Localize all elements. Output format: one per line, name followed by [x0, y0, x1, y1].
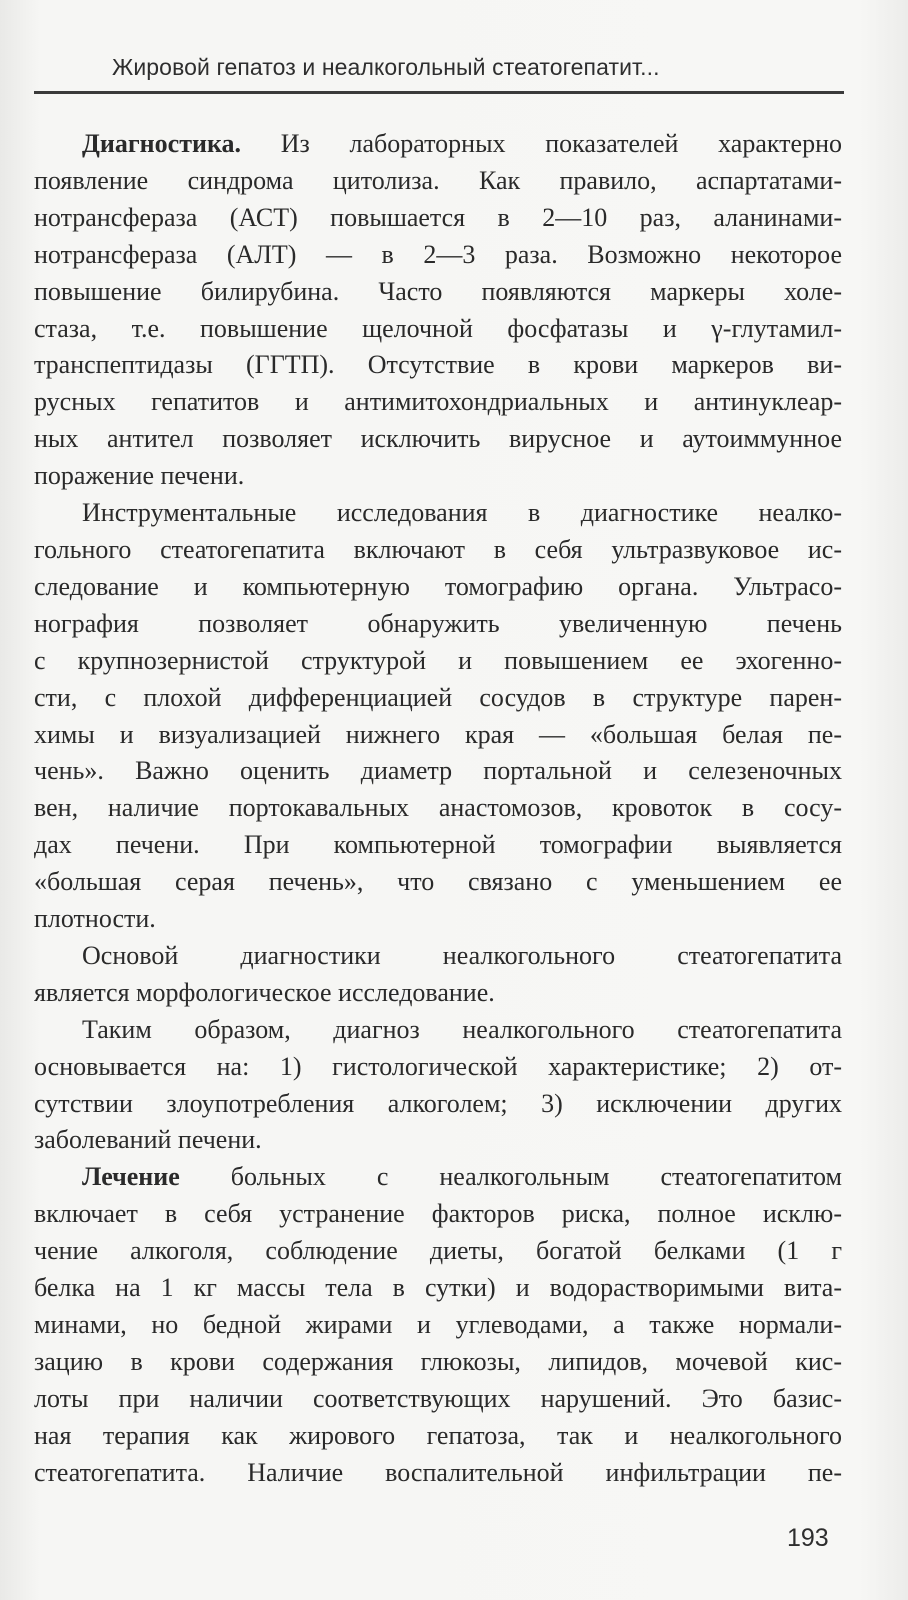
text-line: заболеваний печени.	[34, 1125, 262, 1155]
page-number: 193	[787, 1524, 829, 1552]
text-line: транспептидазы (ГГТП). Отсутствие в крови маркеров ви-	[34, 350, 842, 380]
text-line	[34, 126, 842, 163]
text-line: Инструментальные исследования в диагностике неалко-	[82, 498, 842, 528]
body-text	[34, 126, 842, 1492]
text-line: вен, наличие портокавальных анастомозов, кровоток в сосу-	[34, 793, 842, 823]
text-line: следование и компьютерную томографию органа. Ультрасо-	[34, 571, 842, 601]
lead-term: Диагностика.	[82, 129, 242, 158]
paragraph-conclusion	[34, 1012, 842, 1160]
text-line: «большая серая печень», что связано с уменьшением ее	[34, 867, 842, 897]
text-line: гольного стеатогепатита включают в себя ультразвуковое ис-	[34, 534, 842, 564]
text-line: включает в себя устранение факторов риска, полное исклю-	[34, 1199, 842, 1229]
paragraph-morphology	[34, 938, 842, 1012]
text-line: является морфологическое исследование.	[34, 977, 495, 1007]
paragraph-instrumental	[34, 495, 842, 938]
text-line: сутствии злоупотребления алкоголем; 3) исключении других	[34, 1088, 842, 1118]
text-line: чень». Важно оценить диаметр портальной и селезеночных	[34, 756, 842, 786]
text-line: зацию в крови содержания глюкозы, липидов, мочевой кис-	[34, 1346, 842, 1376]
text-line: стаза, т.е. повышение щелочной фосфатазы и γ-глутамил-	[34, 313, 842, 343]
text-line: Основой диагностики неалкогольного стеатогепатита	[82, 940, 842, 970]
text-line: чение алкоголя, соблюдение диеты, богатой белками (1 г	[34, 1236, 842, 1266]
paragraph-treatment	[34, 1159, 842, 1491]
text-line: нотрансфераза (АЛТ) — в 2—3 раза. Возможно некоторое	[34, 239, 842, 269]
text-line: с крупнозернистой структурой и повышением ее эхогенно-	[34, 645, 842, 675]
text-line: химы и визуализацией нижнего края — «большая белая пе-	[34, 719, 842, 749]
text-line: Таким образом, диагноз неалкогольного стеатогепатита	[82, 1014, 842, 1044]
text-line: поражение печени.	[34, 461, 245, 491]
text-line: сти, с плохой дифференциацией сосудов в структуре парен-	[34, 682, 842, 712]
text-line: русных гепатитов и антимитохондриальных и антинуклеар-	[34, 387, 842, 417]
lead-term: Лечение	[82, 1162, 180, 1192]
paragraph-diagnostics	[34, 126, 842, 495]
text-line: ная терапия как жирового гепатоза, так и неалкогольного	[34, 1420, 842, 1450]
text-line: лоты при наличии соответствующих нарушений. Это базис-	[34, 1383, 842, 1413]
text-line: белка на 1 кг массы тела в сутки) и водорастворимыми вита-	[34, 1273, 842, 1303]
text-line: нотрансфераза (АСТ) повышается в 2—10 раз, аланинами-	[34, 202, 842, 232]
text-line: появление синдрома цитолиза. Как правило, аспартатами-	[34, 165, 842, 195]
running-head: Жировой гепатоз и неалкогольный стеатогепатит...	[112, 54, 660, 80]
text-line: повышение билирубина. Часто появляются маркеры холе-	[34, 276, 842, 306]
text-line: стеатогепатита. Наличие воспалительной инфильтрации пе-	[34, 1457, 842, 1487]
text-line: плотности.	[34, 904, 156, 934]
header-rule	[34, 91, 844, 94]
text-line: минами, но бедной жирами и углеводами, а также нормали-	[34, 1310, 842, 1339]
text-line	[34, 1159, 842, 1196]
line-text: больных с неалкогольным стеатогепатитом	[179, 1162, 842, 1192]
line-text: Из лабораторных показателей характерно	[241, 129, 842, 158]
text-line: нография позволяет обнаружить увеличенную печень	[34, 608, 842, 638]
text-line: дах печени. При компьютерной томографии выявляется	[34, 830, 842, 860]
text-line: ных антител позволяет исключить вирусное и аутоиммунное	[34, 424, 842, 454]
text-line: основывается на: 1) гистологической характеристике; 2) от-	[34, 1051, 842, 1081]
